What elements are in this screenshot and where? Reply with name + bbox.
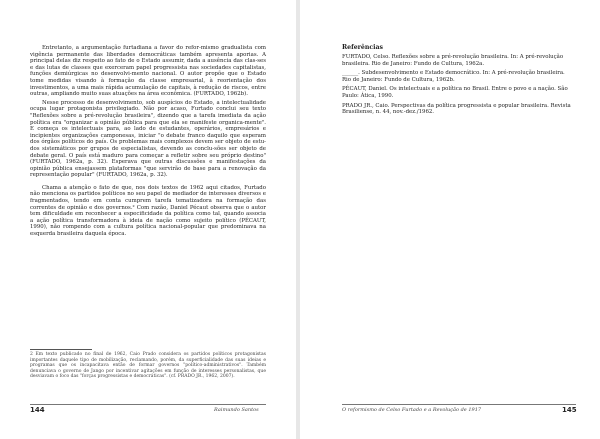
footnote: 2 Em texto publicado no final de 1962, Caio Prado considera os partidos políticos protagonistas importantes daquele tipo de mobilização, reclamando, porém, da superficialidade das suas ideias e programas que os incapacitava então de formar governos "político-administrativos". Também denunciava o governo de Jango por incentivar agitações em função de interesses personalistas, que desviavam o foco das "forças progressistas e democráticas". (cf. PRADO JR., 1962, 2007). [30, 352, 266, 380]
reference-item: PÉCAUT, Daniel. Os intelectuais e a política no Brasil. Entre o povo e a nação. São Paulo: Ática, 1990. [342, 86, 568, 99]
reference-item: ______. Subdesenvolvimento e Estado democrático. In: A pré-revolução brasileira. Rio de Janeiro: Fundo de Cultura, 1962b. [342, 70, 565, 83]
footnote-divider [30, 349, 92, 350]
running-head-right: O reformismo de Celso Furtado e a Revolução de 1917 [342, 407, 482, 413]
paragraph-3: Chama a atenção o fato de que, nos dois textos de 1962 aqui citados, Furtado não menciona os partidos políticos no seu papel de mediador de interesses diversos e fragmentados, tendo em conta cumprem tarefa tematizadora na formação das correntes de opinião e dos governos.² Com razão, Daniel Pécaut observa que o autor tem dificuldade em reconhecer a especificidade da política como tal, quando associa a ação política transformadora à ideia de nação como sujeito político (PÉCAUT, 1990), não rompendo com a cultura política nacional-popular que predominava na esquerda brasileira daquela época. [30, 184, 266, 238]
left-page [0, 0, 296, 439]
reference-item: PRADO JR., Caio. Perspectivas da política progressista e popular brasileira. Revista Brasiliense, n. 44, nov.-dez./1962. [342, 102, 571, 116]
reference-item: FURTADO, Celso. Reflexões sobre a pré-revolução brasileira. In: A pré-revolução brasileira. Rio de Janeiro: Fundo de Cultura, 1962a. [342, 54, 564, 67]
footer-divider [342, 404, 576, 405]
references-list [342, 54, 574, 119]
paragraph-1: Entretanto, a argumentação furtadiana a favor do refor-mismo gradualista com vigência permanente das liberdades democráticas também apresenta aporias. A principal delas diz respeito ao fato de o Estado assumir, dada a ausência das clas-ses e das lutas de classes que exerceram papel progressista nas sociedades capitalistas, funções demiúrgicas no desenvolvi-mento nacional. O autor propõe que o Estado tome medidas visando à formação da classe empresarial, à reorientação dos investimentos, a uma mais rápida acumulação de capitais, à redução de riscos, entre outras, ampliando muito suas atuações na área econômica. (FURTADO, 1962b). [30, 45, 266, 98]
page-number-right: 145 [562, 406, 577, 414]
references-title: Referências [342, 44, 383, 51]
footer-divider [30, 404, 266, 405]
body-text [30, 45, 266, 238]
right-page [300, 0, 600, 439]
paragraph-2: Nesse processo de desenvolvimento, sob auspícios do Estado, a intelectualidade ocupa lugar protagonista privilegiado. Não por acaso, Furtado conclui seu texto "Reflexões sobre a pré-revolução brasileira", dizendo que a tarefa imediata da ação política era "organizar a opinião pública para que ela se manifeste organica-mente". E começa os intelectuais para, ao lado de estudantes, operários, empresários e incipientes organizações camponesas, iniciar "o debate franco daquilo que esperam dos órgãos políticos do país. Os problemas mais complexos devem ser objeto de estu-dos sistemáticos por grupos de especialistas, devendo as conclu-sões ser objeto de debate geral. O país está maduro para começar a refletir sobre seu próprio destino" (FURTADO, 1962a, p. 32). Esperava que outras discussões e manifestações da opinião pública ensejassem plataformas "que servirão de base para a renovação da representação popular" (FURTADO, 1962a, p. 32). [30, 99, 266, 179]
running-head-left: Raimundo Santos [214, 407, 259, 413]
page-number-left: 144 [30, 406, 45, 414]
